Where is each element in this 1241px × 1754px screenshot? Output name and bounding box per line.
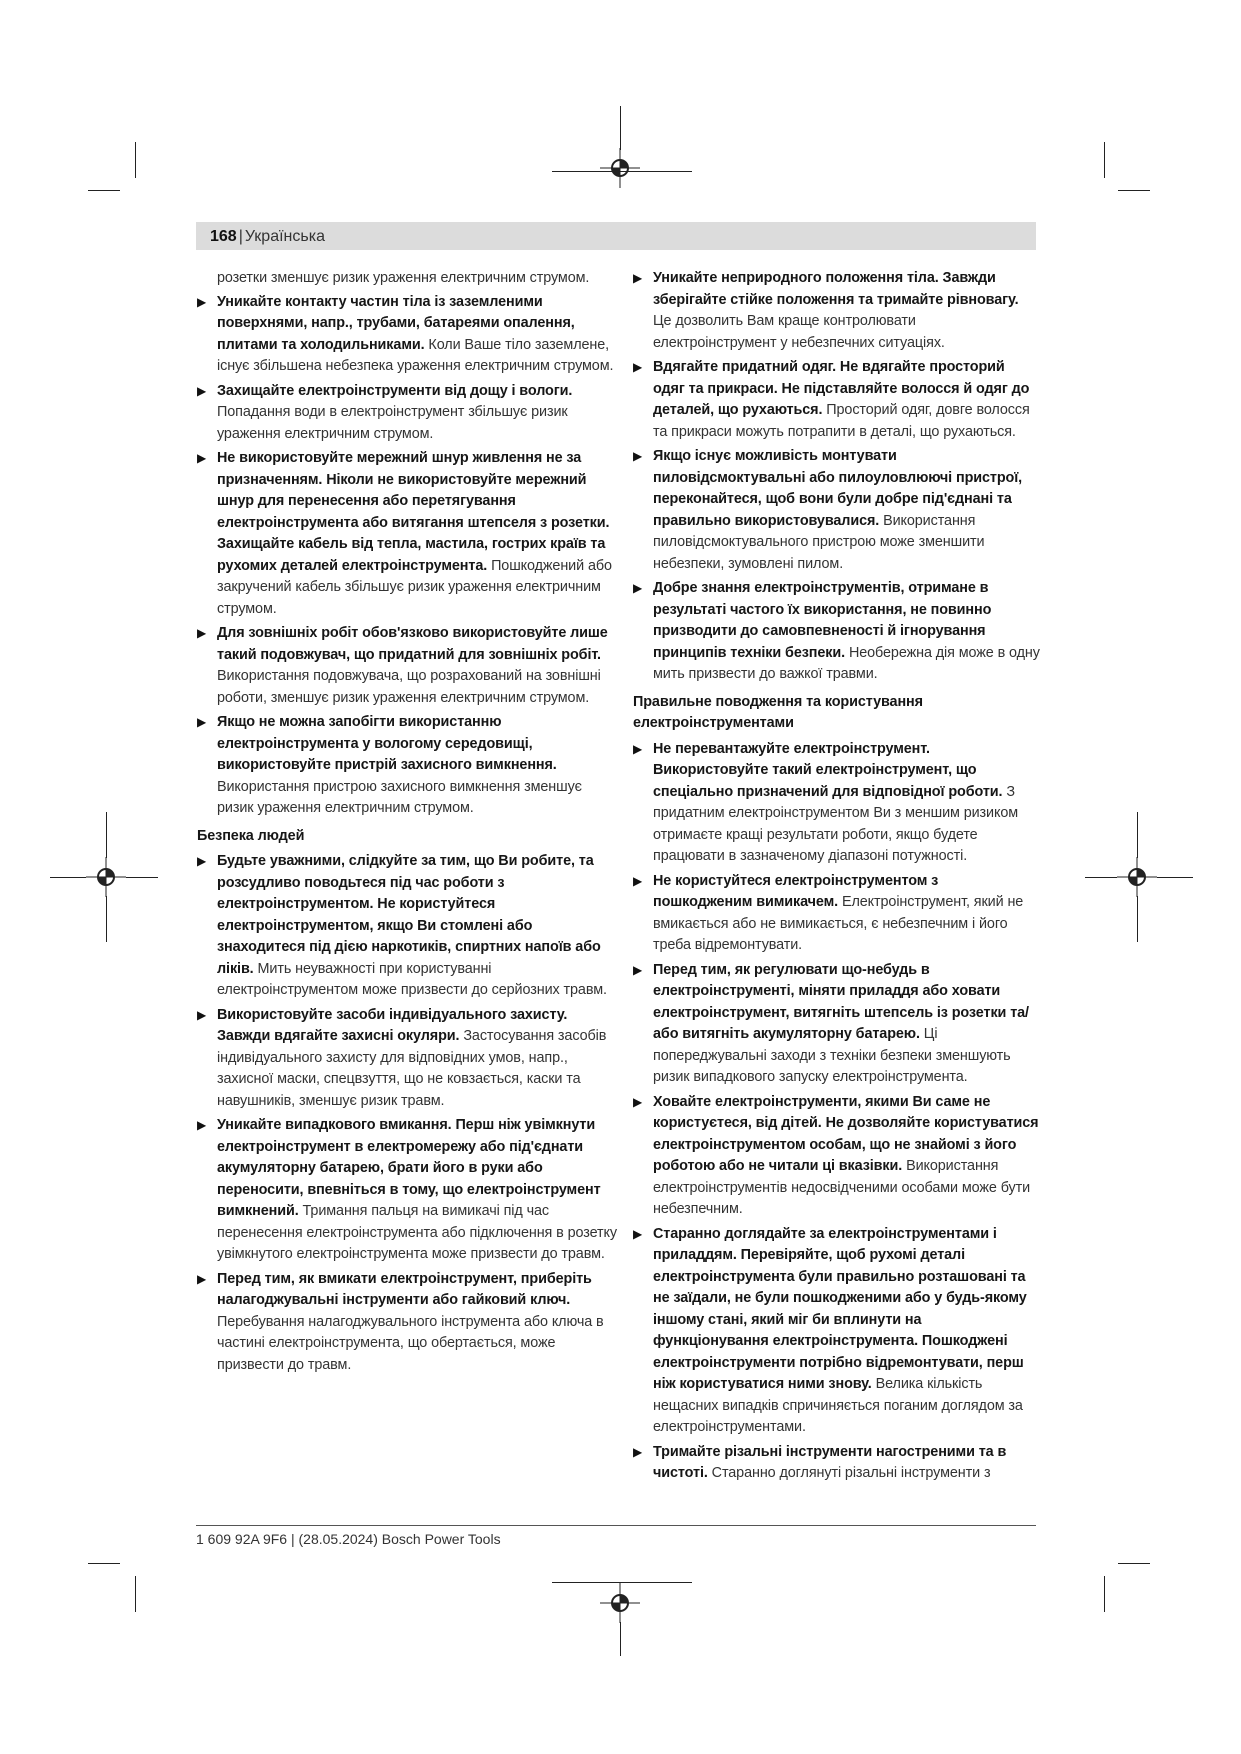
item-text: Просторий одяг, довге волосся та прикраси можуть потрапити в деталі, що рухаються. (653, 402, 1030, 440)
triangle-right-icon: ▶ (197, 451, 207, 465)
list-item (633, 960, 1040, 1089)
item-text: Старанно доглянуті різальні інструменти з (711, 1465, 991, 1481)
crop-mark (1118, 190, 1150, 191)
item-text: Ці попереджувальні заходи з техніки безпеки зменшують ризик випадкового запуску електроінструмента. (653, 1026, 1011, 1085)
item-bold-text: Уникайте випадкового вмикання. Перш ніж увімкнути електроінструмент в електромережу або під'єднати акумуляторну батарею, брати його в руки або переносити, впевніться в тому, що електроінструмент вимкнений. (217, 1117, 601, 1219)
page-header (210, 228, 325, 246)
triangle-right-icon: ▶ (197, 1271, 207, 1286)
section-heading: Правильне поводження та користування електроінструментами (633, 693, 923, 731)
triangle-right-icon: ▶ (633, 271, 643, 285)
crop-mark (1137, 896, 1138, 942)
crop-mark (106, 812, 107, 858)
crop-mark (552, 171, 692, 172)
list-item (633, 446, 1040, 575)
item-text: Необережна дія може в одну мить призвести до важкої травми. (653, 644, 1040, 682)
item-bold-text: Якщо не можна запобігти використанню електроінструмента у вологому середовищі, використовуйте пристрій захисного вимкнення. (217, 714, 557, 773)
triangle-right-icon: ▶ (197, 383, 207, 398)
crop-mark (620, 1622, 621, 1656)
item-text: З придатним електроінструментом Ви з меншим ризиком отримаєте кращі результати роботи, якщо будете працювати в зазначеному діапазоні потужності. (653, 783, 1019, 864)
crop-mark (126, 877, 158, 878)
list-item (197, 1115, 622, 1266)
item-bold-text: Використовуйте засоби індивідуального захисту. Завжди вдягайте захисні окуляри. (217, 1006, 568, 1044)
list-item (633, 578, 1040, 686)
left-items-a (197, 292, 622, 820)
crop-mark (1085, 877, 1117, 878)
item-bold-text: Не використовуйте мережний шнур живлення не за призначенням. Ніколи не використовуйте мережний шнур для перенесення або перетягування електроінструмента або витягання штепселя з розетки. Захищайте кабель від тепла, мастила, гострих країв та рухомих деталей електроінструмента. (217, 450, 610, 574)
item-bold-text: Захищайте електроінструменти від дощу і вологи. (217, 382, 573, 399)
list-item (197, 448, 622, 620)
list-item (197, 851, 622, 1002)
item-bold-text: Уникайте неприродного положення тіла. Завжди зберігайте стійке положення та тримайте рівновагу. (653, 270, 1019, 308)
footer-rule (196, 1525, 1036, 1526)
item-bold-text: Уникайте контакту частин тіла із заземленими поверхнями, напр., трубами, батареями опалення, плитами та холодильниками. (217, 293, 575, 353)
triangle-right-icon: ▶ (197, 1007, 207, 1022)
crop-mark (106, 896, 107, 942)
triangle-right-icon: ▶ (197, 715, 207, 729)
item-bold-text: Для зовнішніх робіт обов'язково використовуйте лише такий подовжувач, що придатний для зовнішніх робіт. (217, 625, 608, 663)
triangle-right-icon: ▶ (633, 741, 643, 756)
list-item (197, 292, 622, 378)
item-bold-text: Вдягайте придатний одяг. Не вдягайте просторий одяг та прикраси. Не підставляйте волосся й одяг до деталей, що рухаються. (653, 359, 1030, 418)
crop-mark (1104, 142, 1105, 178)
item-bold-text: Будьте уважними, слідкуйте за тим, що Ви робите, та розсудливо поводьтеся під час роботи з електроінструментом. Не користуйтеся електроінструментом, якщо Ви стомлені або знаходитеся під дією наркотиків, спиртних напоїв або ліків. (217, 853, 601, 977)
item-text: Це дозволить Вам краще контролювати електроінструмент у небезпечних ситуаціях. (653, 313, 945, 351)
crop-mark (135, 1576, 136, 1612)
registration-mark-icon (600, 1583, 640, 1623)
item-text: Застосування засобів індивідуального захисту для відповідних умов, напр., захисної маски, спецвзуття, що не ковзається, каски та навушників, зменшує ризик травм. (217, 1028, 607, 1109)
list-item (197, 1269, 622, 1377)
list-item (197, 1005, 622, 1113)
list-item (633, 1442, 1040, 1485)
crop-mark (620, 106, 621, 150)
item-text: Коли Ваше тіло заземлене, існує збільшена небезпека ураження електричним струмом. (217, 336, 614, 374)
triangle-right-icon: ▶ (633, 360, 643, 374)
crop-mark (552, 1582, 692, 1583)
registration-mark-icon (86, 857, 126, 897)
header-separator: | (238, 228, 243, 245)
crop-mark (1104, 1576, 1105, 1612)
crop-mark (88, 190, 120, 191)
right-items-a (633, 268, 1040, 686)
item-text: Використання пиловідсмоктувального пристрою може зменшити небезпеки, зумовлені пилом. (653, 512, 985, 572)
list-item (633, 739, 1040, 868)
item-text: Використання електроінструментів недосвідченими особами може бути небезпечним. (653, 1158, 1031, 1217)
crop-mark (50, 877, 86, 878)
right-items-b (633, 739, 1040, 1485)
item-bold-text: Не перевантажуйте електроінструмент. Використовуйте такий електроінструмент, що спеціально призначений для відповідної роботи. (653, 740, 1003, 800)
list-item (633, 871, 1040, 957)
triangle-right-icon: ▶ (197, 854, 207, 868)
item-text: Мить неуважності при користуванні електроінструментом може призвести до серйозних травм. (217, 960, 607, 998)
right-column (633, 268, 1040, 1488)
list-item (633, 357, 1040, 443)
triangle-right-icon: ▶ (633, 873, 643, 888)
header-language: Українська (244, 228, 325, 245)
item-bold-text: Перед тим, як вмикати електроінструмент, приберіть налагоджувальні інструменти або гайковий ключ. (217, 1270, 592, 1308)
page-footer: 1 609 92A 9F6 | (28.05.2024) Bosch Power Tools (196, 1531, 501, 1547)
list-item (197, 712, 622, 820)
list-item (197, 381, 622, 446)
triangle-right-icon: ▶ (197, 626, 207, 640)
page-number: 168 (210, 228, 237, 245)
item-bold-text: Тримайте різальні інструменти нагостреними та в чистоті. (653, 1443, 1007, 1481)
item-text: Пошкоджений або закручений кабель збільшує ризик ураження електричним струмом. (217, 557, 612, 617)
list-item (633, 1092, 1040, 1221)
item-bold-text: Не користуйтеся електроінструментом з пошкодженим вимикачем. (653, 872, 939, 910)
registration-mark-icon (600, 148, 640, 188)
item-text: Тримання пальця на вимикачі під час перенесення електроінструмента або підключення в розетку увімкнутого електроінструмента може призвести до травм. (217, 1203, 617, 1262)
left-items-b (197, 851, 622, 1376)
triangle-right-icon: ▶ (633, 1226, 643, 1241)
item-text: Використання подовжувача, що розрахований на зовнішні роботи, зменшує ризик ураження електричним струмом. (217, 668, 601, 706)
triangle-right-icon: ▶ (633, 1444, 643, 1459)
triangle-right-icon: ▶ (633, 1094, 643, 1109)
item-text: Велика кількість нещасних випадків спричиняється поганим доглядом за електроінструментами. (653, 1376, 1023, 1435)
lead-text: розетки зменшує ризик ураження електричним струмом. (217, 270, 590, 286)
crop-mark (1118, 1563, 1150, 1564)
crop-mark (88, 1563, 120, 1564)
item-bold-text: Ховайте електроінструменти, якими Ви саме не користуєтеся, від дітей. Не дозволяйте користуватися електроінструментом особам, що не знайомі з його роботою або не читали ці вказівки. (653, 1093, 1039, 1174)
item-bold-text: Якщо існує можливість монтувати пиловідсмоктувальні або пилоуловлюючі пристрої, переконайтеся, щоб вони були добре під'єднані та правильно використовувалися. (653, 448, 1023, 529)
list-item (633, 1224, 1040, 1439)
item-text: Використання пристрою захисного вимкнення зменшує ризик ураження електричним струмом. (217, 778, 582, 816)
triangle-right-icon: ▶ (197, 1118, 207, 1132)
item-text: Електроінструмент, який не вмикається або не вимикається, є небезпечним і його треба відремонтувати. (653, 894, 1024, 953)
item-text: Перебування налагоджувального інструмента або ключа в частині електроінструмента, що обертається, може призвести до травм. (217, 1313, 604, 1373)
registration-mark-icon (1117, 857, 1157, 897)
crop-mark (1137, 812, 1138, 858)
item-bold-text: Перед тим, як регулювати що-небудь в електроінструменті, міняти приладдя або ховати електроінструмент, витягніть штепсель із розетки та/або витягніть акумуляторну батарею. (653, 961, 1029, 1042)
crop-mark (135, 142, 136, 178)
triangle-right-icon: ▶ (197, 294, 207, 309)
triangle-right-icon: ▶ (633, 449, 643, 463)
item-bold-text: Добре знання електроінструментів, отримане в результаті частого їх використання, не повинно призводити до самовпевненості й ігнорування принципів техніки безпеки. (653, 580, 992, 661)
item-text: Попадання води в електроінструмент збільшує ризик ураження електричним струмом. (217, 404, 568, 442)
list-item (633, 268, 1040, 354)
left-column (197, 268, 622, 1379)
triangle-right-icon: ▶ (633, 581, 643, 595)
section-heading: Безпека людей (197, 827, 305, 844)
item-bold-text: Старанно доглядайте за електроінструментами і приладдям. Перевіряйте, щоб рухомі деталі електроінструмента були правильно розташовані та не заїдали, не були пошкодженими або у будь-якому іншому стані, який міг би вплинути на функціонування електроінструмента. Пошкоджені електроінструменти потрібно відремонтувати, перш ніж користуватися ними знову. (653, 1225, 1027, 1392)
list-item (197, 623, 622, 709)
triangle-right-icon: ▶ (633, 962, 643, 977)
crop-mark (1157, 877, 1193, 878)
